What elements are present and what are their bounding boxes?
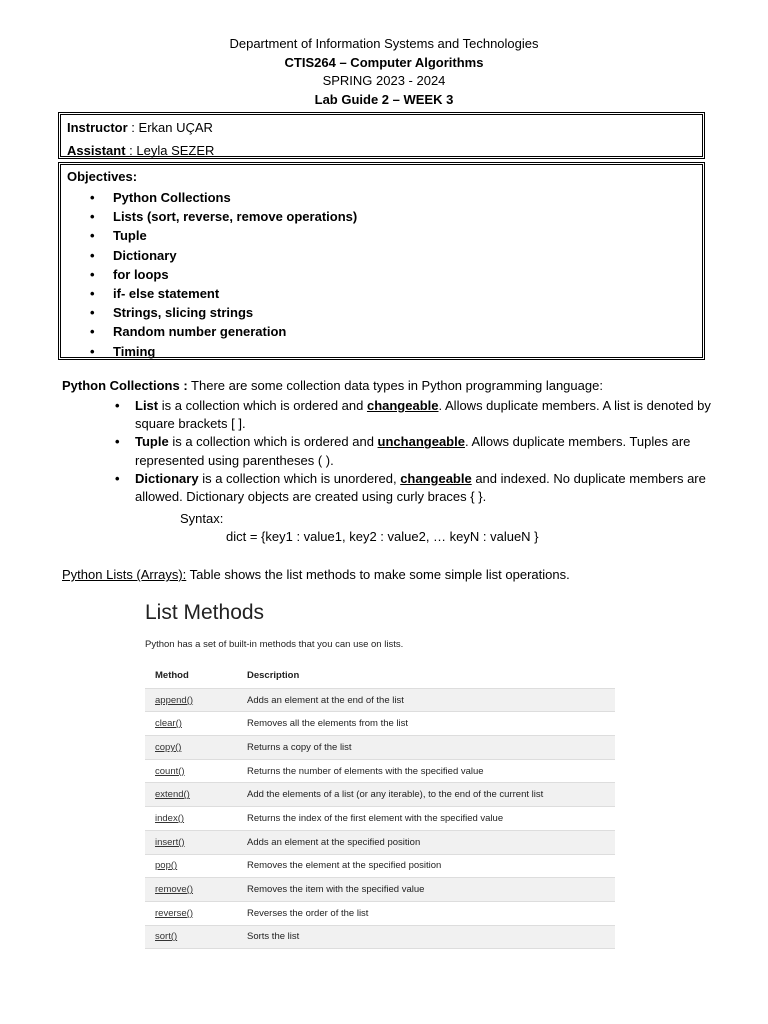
- text: is a collection which is ordered and: [158, 398, 367, 413]
- table-row: [145, 712, 615, 736]
- method-link[interactable]: remove(): [145, 878, 237, 902]
- method-link[interactable]: pop(): [145, 854, 237, 878]
- table-row: [145, 807, 615, 831]
- collections-intro-text: There are some collection data types in Python programming language:: [187, 378, 603, 393]
- method-link[interactable]: clear(): [145, 712, 237, 736]
- method-description: Returns the number of elements with the specified value: [237, 759, 615, 783]
- collections-heading: Python Collections :: [62, 378, 188, 393]
- table-row: [145, 830, 615, 854]
- table-row: [145, 878, 615, 902]
- method-description: Add the elements of a list (or any iterable), to the end of the current list: [237, 783, 615, 807]
- objective-item: • Lists (sort, reverse, remove operations): [87, 207, 357, 226]
- assistant-label: Assistant: [67, 143, 126, 158]
- keyword: unchangeable: [377, 434, 465, 450]
- objective-item: • for loops: [87, 265, 357, 284]
- term-line: SPRING 2023 - 2024: [322, 73, 446, 88]
- course-title: CTIS264 – Computer Algorithms: [284, 54, 484, 70]
- keyword: changeable: [366, 398, 439, 413]
- table-row: [145, 925, 615, 949]
- department-line: Department of Information Systems and Technologies: [229, 36, 539, 51]
- method-description: Removes all the elements from the list: [237, 712, 615, 736]
- method-link[interactable]: append(): [145, 688, 237, 712]
- objective-item: • Timing: [87, 342, 357, 361]
- collection-item-list: [113, 397, 713, 433]
- table-row: [145, 759, 615, 783]
- list-methods-title: List Methods: [145, 601, 265, 624]
- method-description: Reverses the order of the list: [237, 901, 615, 925]
- method-description: Returns a copy of the list: [237, 736, 615, 760]
- python-lists-heading: Python Lists (Arrays):: [62, 567, 187, 582]
- method-link[interactable]: count(): [145, 759, 237, 783]
- assistant-row: [67, 143, 214, 158]
- text: is a collection which is unordered,: [198, 470, 401, 486]
- text: and indexed. No duplicate members are allowed. Dictionary objects are created using curly braces { }.: [135, 470, 706, 505]
- method-description: Adds an element at the specified position: [237, 830, 615, 854]
- lab-guide-title: Lab Guide 2 – WEEK 3: [314, 91, 454, 107]
- text: . Allows duplicate members. Tuples are represented using parentheses ( ).: [135, 434, 691, 468]
- method-link[interactable]: extend(): [145, 783, 237, 807]
- list-methods-table: [145, 664, 615, 949]
- assistant-value: : Leyla SEZER: [129, 143, 215, 158]
- table-row: [145, 854, 615, 878]
- collection-item-tuple: [113, 433, 713, 469]
- table-row: [145, 688, 615, 712]
- table-row: [145, 901, 615, 925]
- objectives-title: Objectives:: [67, 169, 138, 184]
- objectives-box: [58, 162, 705, 360]
- method-description: Removes the element at the specified position: [237, 854, 615, 878]
- method-link[interactable]: index(): [145, 807, 237, 831]
- method-description: Adds an element at the end of the list: [237, 688, 615, 712]
- staff-box: [58, 112, 705, 159]
- method-description: Removes the item with the specified value: [237, 878, 615, 902]
- objective-item: • Dictionary: [87, 246, 357, 265]
- syntax-code: dict = {key1 : value1, key2 : value2, … keyN : valueN }: [226, 529, 539, 544]
- term-tuple: Tuple: [135, 434, 169, 450]
- text: . Allows duplicate members. A list is denoted by square brackets [ ].: [135, 398, 711, 432]
- method-link[interactable]: copy(): [145, 736, 237, 760]
- objective-item: • Tuple: [87, 226, 357, 245]
- python-lists-text: Table shows the list methods to make some simple list operations.: [186, 567, 570, 582]
- objective-item: • Random number generation: [87, 322, 357, 341]
- document-header: [0, 35, 768, 109]
- collections-list: [113, 397, 713, 506]
- collections-intro: [62, 376, 712, 395]
- instructor-row: [67, 120, 213, 135]
- text: is a collection which is ordered and: [168, 434, 378, 450]
- list-methods-subtitle: Python has a set of built-in methods that you can use on lists.: [145, 639, 404, 650]
- objectives-list: [87, 188, 357, 361]
- term-list: List: [135, 398, 159, 413]
- table-row: [145, 736, 615, 760]
- term-dictionary: Dictionary: [135, 470, 199, 486]
- method-link[interactable]: insert(): [145, 830, 237, 854]
- objective-item: • Python Collections: [87, 188, 357, 207]
- instructor-value: : Erkan UÇAR: [131, 120, 213, 135]
- table-header-row: [145, 664, 615, 688]
- keyword: changeable: [400, 470, 472, 486]
- objective-item: • Strings, slicing strings: [87, 303, 357, 322]
- column-header-method: Method: [145, 664, 237, 688]
- method-description: Sorts the list: [237, 925, 615, 949]
- method-description: Returns the index of the first element with the specified value: [237, 807, 615, 831]
- collection-item-dictionary: [113, 470, 713, 506]
- table-row: [145, 783, 615, 807]
- syntax-label: Syntax:: [180, 511, 224, 526]
- python-lists-line: [62, 567, 570, 582]
- objective-item: • if- else statement: [87, 284, 357, 303]
- method-link[interactable]: sort(): [145, 925, 237, 949]
- method-link[interactable]: reverse(): [145, 901, 237, 925]
- column-header-description: Description: [237, 664, 615, 688]
- instructor-label: Instructor: [67, 120, 128, 135]
